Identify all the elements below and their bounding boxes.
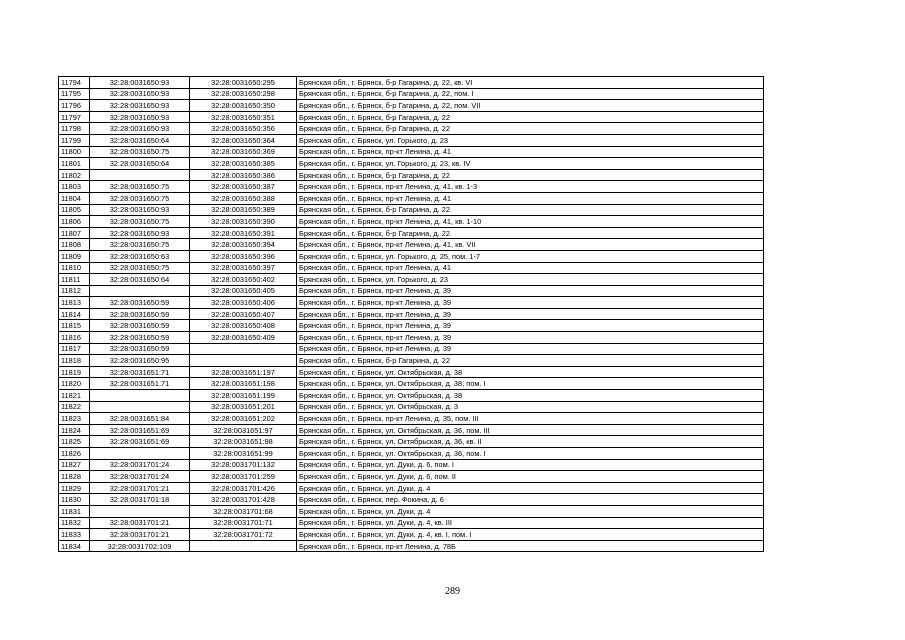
object-cadastral-number-cell: 32:28:0031650:394 bbox=[190, 239, 297, 251]
object-cadastral-number-cell: 32:28:0031650:295 bbox=[190, 77, 297, 89]
row-number-cell: 11825 bbox=[59, 436, 90, 448]
table-row bbox=[59, 77, 764, 89]
address-cell: Брянская обл., г. Брянск, б-р Гагарина, д. 22, кв. VI bbox=[297, 77, 764, 89]
table-row bbox=[59, 181, 764, 193]
parcel-cadastral-number-cell: 32:28:0031650:75 bbox=[90, 262, 190, 274]
row-number-cell: 11818 bbox=[59, 355, 90, 367]
table-row bbox=[59, 204, 764, 216]
address-cell: Брянская обл., г. Брянск, пр-кт Ленина, д. 78Б bbox=[297, 540, 764, 552]
row-number-cell: 11804 bbox=[59, 192, 90, 204]
row-number-cell: 11812 bbox=[59, 285, 90, 297]
object-cadastral-number-cell: 32:28:0031650:369 bbox=[190, 146, 297, 158]
address-cell: Брянская обл., г. Брянск, пр-кт Ленина, д. 41, кв. 1-10 bbox=[297, 216, 764, 228]
parcel-cadastral-number-cell bbox=[90, 505, 190, 517]
parcel-cadastral-number-cell bbox=[90, 401, 190, 413]
object-cadastral-number-cell: 32:28:0031650:407 bbox=[190, 308, 297, 320]
address-cell: Брянская обл., г. Брянск, ул. Дуки, д. 4 bbox=[297, 482, 764, 494]
object-cadastral-number-cell: 32:28:0031650:356 bbox=[190, 123, 297, 135]
row-number-cell: 11806 bbox=[59, 216, 90, 228]
table-row bbox=[59, 239, 764, 251]
address-cell: Брянская обл., г. Брянск, ул. Октябрьская, д. 38, пом. I bbox=[297, 378, 764, 390]
object-cadastral-number-cell: 32:28:0031650:409 bbox=[190, 332, 297, 344]
object-cadastral-number-cell: 32:28:0031651:202 bbox=[190, 413, 297, 425]
table-row bbox=[59, 378, 764, 390]
cadastral-table bbox=[58, 76, 764, 552]
table-row bbox=[59, 134, 764, 146]
row-number-cell: 11831 bbox=[59, 505, 90, 517]
parcel-cadastral-number-cell bbox=[90, 285, 190, 297]
address-cell: Брянская обл., г. Брянск, б-р Гагарина, д. 22 bbox=[297, 123, 764, 135]
address-cell: Брянская обл., г. Брянск, ул. Дуки, д. 4 bbox=[297, 505, 764, 517]
object-cadastral-number-cell: 32:28:0031651:99 bbox=[190, 448, 297, 460]
table-row bbox=[59, 88, 764, 100]
object-cadastral-number-cell bbox=[190, 355, 297, 367]
address-cell: Брянская обл., г. Брянск, ул. Горького, д. 23 bbox=[297, 274, 764, 286]
table-row bbox=[59, 227, 764, 239]
row-number-cell: 11822 bbox=[59, 401, 90, 413]
object-cadastral-number-cell: 32:28:0031701:68 bbox=[190, 505, 297, 517]
address-cell: Брянская обл., г. Брянск, пр-кт Ленина, д. 41 bbox=[297, 146, 764, 158]
row-number-cell: 11800 bbox=[59, 146, 90, 158]
object-cadastral-number-cell: 32:28:0031651:198 bbox=[190, 378, 297, 390]
address-cell: Брянская обл., г. Брянск, ул. Октябрьская, д. 38 bbox=[297, 366, 764, 378]
row-number-cell: 11814 bbox=[59, 308, 90, 320]
address-cell: Брянская обл., г. Брянск, ул. Дуки, д. 4, кв. III bbox=[297, 517, 764, 529]
table-row bbox=[59, 413, 764, 425]
parcel-cadastral-number-cell: 32:28:0031701:21 bbox=[90, 482, 190, 494]
object-cadastral-number-cell: 32:28:0031701:259 bbox=[190, 471, 297, 483]
table-row bbox=[59, 158, 764, 170]
table-row bbox=[59, 494, 764, 506]
parcel-cadastral-number-cell: 32:28:0031651:69 bbox=[90, 424, 190, 436]
parcel-cadastral-number-cell: 32:28:0031650:93 bbox=[90, 123, 190, 135]
address-cell: Брянская обл., г. Брянск, ул. Октябрьская, д. 38 bbox=[297, 390, 764, 402]
object-cadastral-number-cell: 32:28:0031650:351 bbox=[190, 111, 297, 123]
address-cell: Брянская обл., г. Брянск, ул. Дуки, д. 4, кв. I, пом. I bbox=[297, 529, 764, 541]
object-cadastral-number-cell bbox=[190, 540, 297, 552]
table-row bbox=[59, 390, 764, 402]
row-number-cell: 11797 bbox=[59, 111, 90, 123]
parcel-cadastral-number-cell: 32:28:0031650:75 bbox=[90, 239, 190, 251]
parcel-cadastral-number-cell: 32:28:0031650:93 bbox=[90, 88, 190, 100]
table-row bbox=[59, 540, 764, 552]
parcel-cadastral-number-cell: 32:28:0031650:59 bbox=[90, 297, 190, 309]
object-cadastral-number-cell: 32:28:0031701:72 bbox=[190, 529, 297, 541]
row-number-cell: 11824 bbox=[59, 424, 90, 436]
address-cell: Брянская обл., г. Брянск, б-р Гагарина, д. 22 bbox=[297, 169, 764, 181]
row-number-cell: 11805 bbox=[59, 204, 90, 216]
table-row bbox=[59, 123, 764, 135]
table-row bbox=[59, 471, 764, 483]
address-cell: Брянская обл., г. Брянск, пр-кт Ленина, д. 41, кв. VII bbox=[297, 239, 764, 251]
table-row bbox=[59, 146, 764, 158]
object-cadastral-number-cell: 32:28:0031651:199 bbox=[190, 390, 297, 402]
parcel-cadastral-number-cell: 32:28:0031650:63 bbox=[90, 250, 190, 262]
row-number-cell: 11794 bbox=[59, 77, 90, 89]
row-number-cell: 11810 bbox=[59, 262, 90, 274]
address-cell: Брянская обл., г. Брянск, пр-кт Ленина, д. 39 bbox=[297, 297, 764, 309]
row-number-cell: 11807 bbox=[59, 227, 90, 239]
parcel-cadastral-number-cell: 32:28:0031650:64 bbox=[90, 134, 190, 146]
address-cell: Брянская обл., г. Брянск, ул. Дуки, д. 6, пом. I bbox=[297, 459, 764, 471]
object-cadastral-number-cell bbox=[190, 343, 297, 355]
row-number-cell: 11802 bbox=[59, 169, 90, 181]
row-number-cell: 11795 bbox=[59, 88, 90, 100]
table-row bbox=[59, 297, 764, 309]
address-cell: Брянская обл., г. Брянск, ул. Дуки, д. 6, пом. II bbox=[297, 471, 764, 483]
table-row bbox=[59, 482, 764, 494]
parcel-cadastral-number-cell bbox=[90, 169, 190, 181]
parcel-cadastral-number-cell: 32:28:0031650:64 bbox=[90, 274, 190, 286]
object-cadastral-number-cell: 32:28:0031650:298 bbox=[190, 88, 297, 100]
address-cell: Брянская обл., г. Брянск, пр-кт Ленина, д. 39 bbox=[297, 332, 764, 344]
object-cadastral-number-cell: 32:28:0031650:364 bbox=[190, 134, 297, 146]
row-number-cell: 11809 bbox=[59, 250, 90, 262]
address-cell: Брянская обл., г. Брянск, пр-кт Ленина, д. 39 bbox=[297, 308, 764, 320]
object-cadastral-number-cell: 32:28:0031650:408 bbox=[190, 320, 297, 332]
table-row bbox=[59, 332, 764, 344]
table-row bbox=[59, 308, 764, 320]
object-cadastral-number-cell: 32:28:0031651:98 bbox=[190, 436, 297, 448]
table-row bbox=[59, 401, 764, 413]
address-cell: Брянская обл., г. Брянск, пр-кт Ленина, д. 39 bbox=[297, 343, 764, 355]
parcel-cadastral-number-cell: 32:28:0031650:93 bbox=[90, 227, 190, 239]
object-cadastral-number-cell: 32:28:0031650:350 bbox=[190, 100, 297, 112]
parcel-cadastral-number-cell: 32:28:0031651:69 bbox=[90, 436, 190, 448]
row-number-cell: 11828 bbox=[59, 471, 90, 483]
row-number-cell: 11834 bbox=[59, 540, 90, 552]
parcel-cadastral-number-cell: 32:28:0031650:93 bbox=[90, 111, 190, 123]
address-cell: Брянская обл., г. Брянск, ул. Октябрьская, д. 36, пом. III bbox=[297, 424, 764, 436]
parcel-cadastral-number-cell: 32:28:0031650:95 bbox=[90, 355, 190, 367]
address-cell: Брянская обл., г. Брянск, пер. Фокина, д. 6 bbox=[297, 494, 764, 506]
address-cell: Брянская обл., г. Брянск, б-р Гагарина, д. 22 bbox=[297, 355, 764, 367]
row-number-cell: 11811 bbox=[59, 274, 90, 286]
parcel-cadastral-number-cell: 32:28:0031650:59 bbox=[90, 308, 190, 320]
parcel-cadastral-number-cell: 32:28:0031701:21 bbox=[90, 529, 190, 541]
address-cell: Брянская обл., г. Брянск, ул. Октябрьская, д. 36, кв. II bbox=[297, 436, 764, 448]
object-cadastral-number-cell: 32:28:0031650:389 bbox=[190, 204, 297, 216]
object-cadastral-number-cell: 32:28:0031701:428 bbox=[190, 494, 297, 506]
address-cell: Брянская обл., г. Брянск, ул. Горького, д. 23, кв. IV bbox=[297, 158, 764, 170]
parcel-cadastral-number-cell: 32:28:0031701:18 bbox=[90, 494, 190, 506]
row-number-cell: 11826 bbox=[59, 448, 90, 460]
object-cadastral-number-cell: 32:28:0031650:405 bbox=[190, 285, 297, 297]
table-row bbox=[59, 529, 764, 541]
table-row bbox=[59, 274, 764, 286]
row-number-cell: 11816 bbox=[59, 332, 90, 344]
object-cadastral-number-cell: 32:28:0031650:402 bbox=[190, 274, 297, 286]
row-number-cell: 11798 bbox=[59, 123, 90, 135]
table-row bbox=[59, 250, 764, 262]
address-cell: Брянская обл., г. Брянск, б-р Гагарина, д. 22, пом. VII bbox=[297, 100, 764, 112]
row-number-cell: 11827 bbox=[59, 459, 90, 471]
row-number-cell: 11796 bbox=[59, 100, 90, 112]
address-cell: Брянская обл., г. Брянск, ул. Горького, д. 25, пом. 1-7 bbox=[297, 250, 764, 262]
parcel-cadastral-number-cell: 32:28:0031650:93 bbox=[90, 100, 190, 112]
table-row bbox=[59, 320, 764, 332]
address-cell: Брянская обл., г. Брянск, ул. Октябрьская, д. 3 bbox=[297, 401, 764, 413]
table-row bbox=[59, 100, 764, 112]
table-row bbox=[59, 424, 764, 436]
page-number: 289 bbox=[445, 586, 460, 597]
table-row bbox=[59, 169, 764, 181]
parcel-cadastral-number-cell bbox=[90, 448, 190, 460]
address-cell: Брянская обл., г. Брянск, пр-кт Ленина, д. 39 bbox=[297, 285, 764, 297]
table-row bbox=[59, 355, 764, 367]
object-cadastral-number-cell: 32:28:0031701:426 bbox=[190, 482, 297, 494]
object-cadastral-number-cell: 32:28:0031650:397 bbox=[190, 262, 297, 274]
row-number-cell: 11832 bbox=[59, 517, 90, 529]
row-number-cell: 11799 bbox=[59, 134, 90, 146]
address-cell: Брянская обл., г. Брянск, б-р Гагарина, д. 22, пом. I bbox=[297, 88, 764, 100]
address-cell: Брянская обл., г. Брянск, пр-кт Ленина, д. 35, пом. III bbox=[297, 413, 764, 425]
object-cadastral-number-cell: 32:28:0031651:201 bbox=[190, 401, 297, 413]
address-cell: Брянская обл., г. Брянск, пр-кт Ленина, д. 41 bbox=[297, 192, 764, 204]
object-cadastral-number-cell: 32:28:0031701:132 bbox=[190, 459, 297, 471]
table-row bbox=[59, 216, 764, 228]
table-row bbox=[59, 285, 764, 297]
row-number-cell: 11821 bbox=[59, 390, 90, 402]
row-number-cell: 11815 bbox=[59, 320, 90, 332]
table-row bbox=[59, 343, 764, 355]
object-cadastral-number-cell: 32:28:0031650:385 bbox=[190, 158, 297, 170]
address-cell: Брянская обл., г. Брянск, б-р Гагарина, д. 22 bbox=[297, 227, 764, 239]
object-cadastral-number-cell: 32:28:0031651:197 bbox=[190, 366, 297, 378]
table-row bbox=[59, 262, 764, 274]
address-cell: Брянская обл., г. Брянск, пр-кт Ленина, д. 41 bbox=[297, 262, 764, 274]
parcel-cadastral-number-cell: 32:28:0031650:93 bbox=[90, 77, 190, 89]
row-number-cell: 11808 bbox=[59, 239, 90, 251]
row-number-cell: 11830 bbox=[59, 494, 90, 506]
parcel-cadastral-number-cell: 32:28:0031651:71 bbox=[90, 366, 190, 378]
address-cell: Брянская обл., г. Брянск, ул. Октябрьская, д. 36, пом. I bbox=[297, 448, 764, 460]
parcel-cadastral-number-cell: 32:28:0031650:75 bbox=[90, 181, 190, 193]
parcel-cadastral-number-cell: 32:28:0031651:71 bbox=[90, 378, 190, 390]
object-cadastral-number-cell: 32:28:0031650:388 bbox=[190, 192, 297, 204]
table-row bbox=[59, 111, 764, 123]
object-cadastral-number-cell: 32:28:0031651:97 bbox=[190, 424, 297, 436]
parcel-cadastral-number-cell: 32:28:0031650:75 bbox=[90, 146, 190, 158]
address-cell: Брянская обл., г. Брянск, б-р Гагарина, д. 22 bbox=[297, 204, 764, 216]
cadastral-table-body bbox=[59, 77, 764, 552]
parcel-cadastral-number-cell: 32:28:0031650:59 bbox=[90, 343, 190, 355]
table-row bbox=[59, 459, 764, 471]
row-number-cell: 11801 bbox=[59, 158, 90, 170]
object-cadastral-number-cell: 32:28:0031650:406 bbox=[190, 297, 297, 309]
address-cell: Брянская обл., г. Брянск, пр-кт Ленина, д. 41, кв. 1-3 bbox=[297, 181, 764, 193]
table-row bbox=[59, 436, 764, 448]
parcel-cadastral-number-cell: 32:28:0031651:84 bbox=[90, 413, 190, 425]
object-cadastral-number-cell: 32:28:0031701:71 bbox=[190, 517, 297, 529]
address-cell: Брянская обл., г. Брянск, ул. Горького, д. 23 bbox=[297, 134, 764, 146]
row-number-cell: 11829 bbox=[59, 482, 90, 494]
parcel-cadastral-number-cell: 32:28:0031650:59 bbox=[90, 332, 190, 344]
address-cell: Брянская обл., г. Брянск, б-р Гагарина, д. 22 bbox=[297, 111, 764, 123]
parcel-cadastral-number-cell: 32:28:0031702:109 bbox=[90, 540, 190, 552]
object-cadastral-number-cell: 32:28:0031650:396 bbox=[190, 250, 297, 262]
table-row bbox=[59, 517, 764, 529]
table-row bbox=[59, 448, 764, 460]
row-number-cell: 11803 bbox=[59, 181, 90, 193]
table-row bbox=[59, 192, 764, 204]
parcel-cadastral-number-cell: 32:28:0031701:24 bbox=[90, 471, 190, 483]
address-cell: Брянская обл., г. Брянск, пр-кт Ленина, д. 39 bbox=[297, 320, 764, 332]
parcel-cadastral-number-cell: 32:28:0031701:21 bbox=[90, 517, 190, 529]
parcel-cadastral-number-cell: 32:28:0031650:75 bbox=[90, 216, 190, 228]
row-number-cell: 11833 bbox=[59, 529, 90, 541]
object-cadastral-number-cell: 32:28:0031650:391 bbox=[190, 227, 297, 239]
parcel-cadastral-number-cell bbox=[90, 390, 190, 402]
row-number-cell: 11819 bbox=[59, 366, 90, 378]
row-number-cell: 11813 bbox=[59, 297, 90, 309]
parcel-cadastral-number-cell: 32:28:0031650:93 bbox=[90, 204, 190, 216]
parcel-cadastral-number-cell: 32:28:0031650:59 bbox=[90, 320, 190, 332]
object-cadastral-number-cell: 32:28:0031650:387 bbox=[190, 181, 297, 193]
parcel-cadastral-number-cell: 32:28:0031650:64 bbox=[90, 158, 190, 170]
parcel-cadastral-number-cell: 32:28:0031701:24 bbox=[90, 459, 190, 471]
table-row bbox=[59, 366, 764, 378]
row-number-cell: 11823 bbox=[59, 413, 90, 425]
table-row bbox=[59, 505, 764, 517]
row-number-cell: 11817 bbox=[59, 343, 90, 355]
parcel-cadastral-number-cell: 32:28:0031650:75 bbox=[90, 192, 190, 204]
object-cadastral-number-cell: 32:28:0031650:390 bbox=[190, 216, 297, 228]
row-number-cell: 11820 bbox=[59, 378, 90, 390]
object-cadastral-number-cell: 32:28:0031650:386 bbox=[190, 169, 297, 181]
